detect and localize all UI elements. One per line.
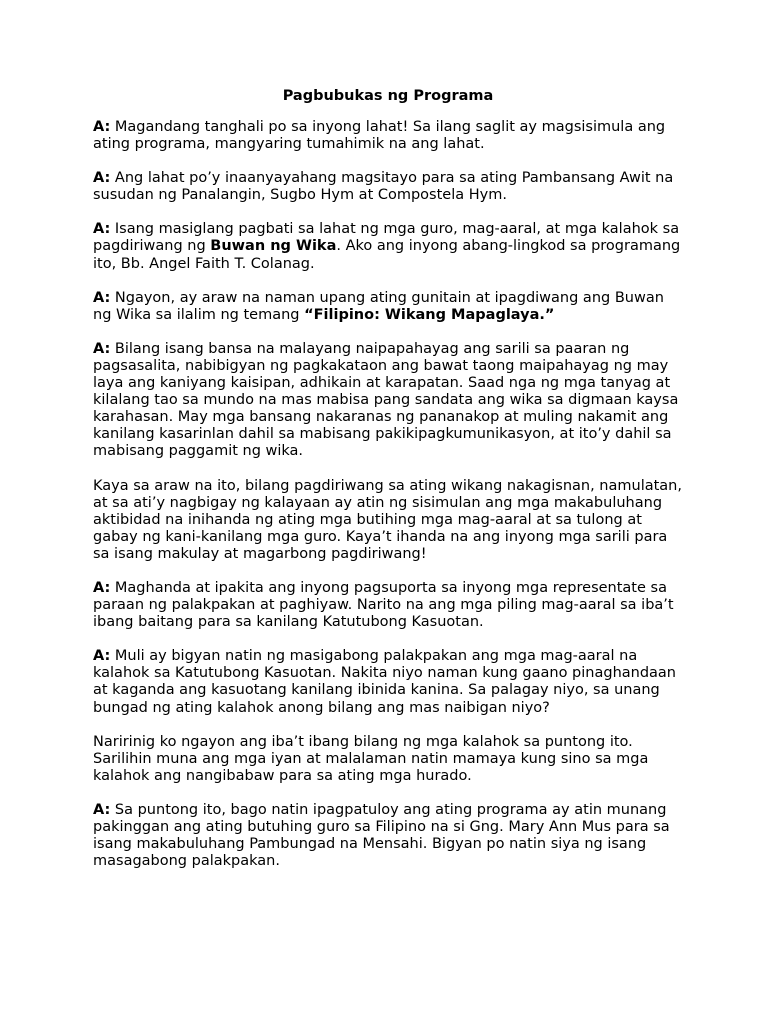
speaker-label: A: [93, 170, 111, 187]
paragraph-5 [93, 341, 683, 461]
document-title: Pagbubukas ng Programa [282, 88, 494, 104]
speaker-label: A: [93, 119, 111, 135]
paragraph-2 [93, 170, 683, 204]
paragraph-9 [93, 734, 683, 785]
speaker-label: A: [93, 801, 111, 818]
paragraph-text: Magandang tanghali po sa inyong lahat! Sa ilang saglit ay magsisimula ang ating programa, mangyaring tumahimik na ang lahat. [93, 119, 666, 153]
paragraph-text: Ngayon, ay araw na naman upang ating gunitain at ipagdiwang ang Buwan ng Wika sa ilalim ng temang [93, 289, 664, 323]
paragraph-4 [93, 290, 683, 324]
paragraph-text: Muli ay bigyan natin ng masigabong palakpakan ang mga mag-aaral na kalahok sa Katutubong Kasuotan. Nakita niyo naman kung gaano pinaghandaan at kaganda ang kasuotang kanilang ibinida kanina. Sa palagay niyo, sa unang bungad ng ating kalahok anong bilang ang mas naibigan niyo? [93, 648, 676, 716]
paragraph-text: Ang lahat po’y inaanyayahang magsitayo para sa ating Pambansang Awit na susudan ng Panalangin, Sugbo Hym at Compostela Hym. [93, 170, 674, 204]
paragraph-text: Bilang isang bansa na malayang naipapahayag ang sarili sa paaran ng pagsasalita, nabibigyan ng pagkakataon ang bawat taong maipahayag ng may laya ang kaniyang kaisipan, adhikain at karapatan. Saad nga ng mga tanyag at kilalang tao sa mundo na mas mabisa pang sandata ang wika sa digmaan kaysa karahasan. May mga bansang nakaranas ng pananakop at muling nakamit ang kanilang kasarinlan dahil sa mabisang pakikipagkumunikasyon, at ito’y dahil sa mabisang paggamit ng wika. [93, 340, 679, 460]
paragraph-text: Sa puntong ito, bago natin ipagpatuloy ang ating programa ay atin munang pakinggan ang ating butuhing guro sa Filipino na si Gng. Mary Ann Mus para sa isang makabuluhang Pambungad na Mensahi. Bigyan po natin siya ng isang masagabong palakpakan. [93, 801, 670, 870]
paragraph-8 [93, 648, 683, 716]
speaker-label: A: [93, 221, 111, 238]
paragraph-text: . Ako ang inyong abang-lingkod sa programang ito, Bb. Angel Faith T. Colanag. [93, 238, 681, 272]
paragraph-1 [93, 119, 683, 153]
paragraph-6 [93, 478, 683, 563]
paragraph-text: Kaya sa araw na ito, bilang pagdiriwang sa ating wikang nakagisnan, namulatan, at sa ati’y nagbigay ng kalayaan ay atin ng sisimulan ang mga makabuluhang aktibidad na inihanda ng ating mga butihing mga mag-aaral at sa tulong at gabay ng kani-kanilang mga guro. Kaya’t ihanda na ang inyong mga sarili para sa isang makulay at magarbong pagdiriwang! [93, 477, 682, 562]
bold-phrase: Buwan ng Wika [210, 238, 337, 255]
paragraph-3 [93, 221, 683, 272]
paragraph-text: Naririnig ko ngayon ang iba’t ibang bilang ng mga kalahok sa puntong ito. Sarilihin muna ang mga iyan at malalaman natin mamaya kung sino sa mga kalahok ang nangibabaw para sa ating mga hurado. [93, 733, 649, 784]
paragraph-text: Isang masiglang pagbati sa lahat ng mga guro, mag-aaral, at mga kalahok sa pagdiriwang ng [93, 221, 680, 255]
document-page [93, 88, 683, 887]
paragraph-10 [93, 802, 683, 870]
speaker-label: A: [93, 289, 111, 306]
paragraph-7 [93, 580, 683, 631]
theme-phrase: “Filipino: Wikang Mapaglaya.” [304, 306, 555, 323]
speaker-label: A: [93, 648, 111, 665]
speaker-label: A: [93, 579, 111, 596]
speaker-label: A: [93, 340, 111, 357]
paragraph-text: Maghanda at ipakita ang inyong pagsuporta sa inyong mga representate sa paraan ng palakpakan at paghiyaw. Narito na ang mga piling mag-aaral sa iba’t ibang baitang para sa kanilang Katutubong Kasuotan. [93, 579, 674, 631]
